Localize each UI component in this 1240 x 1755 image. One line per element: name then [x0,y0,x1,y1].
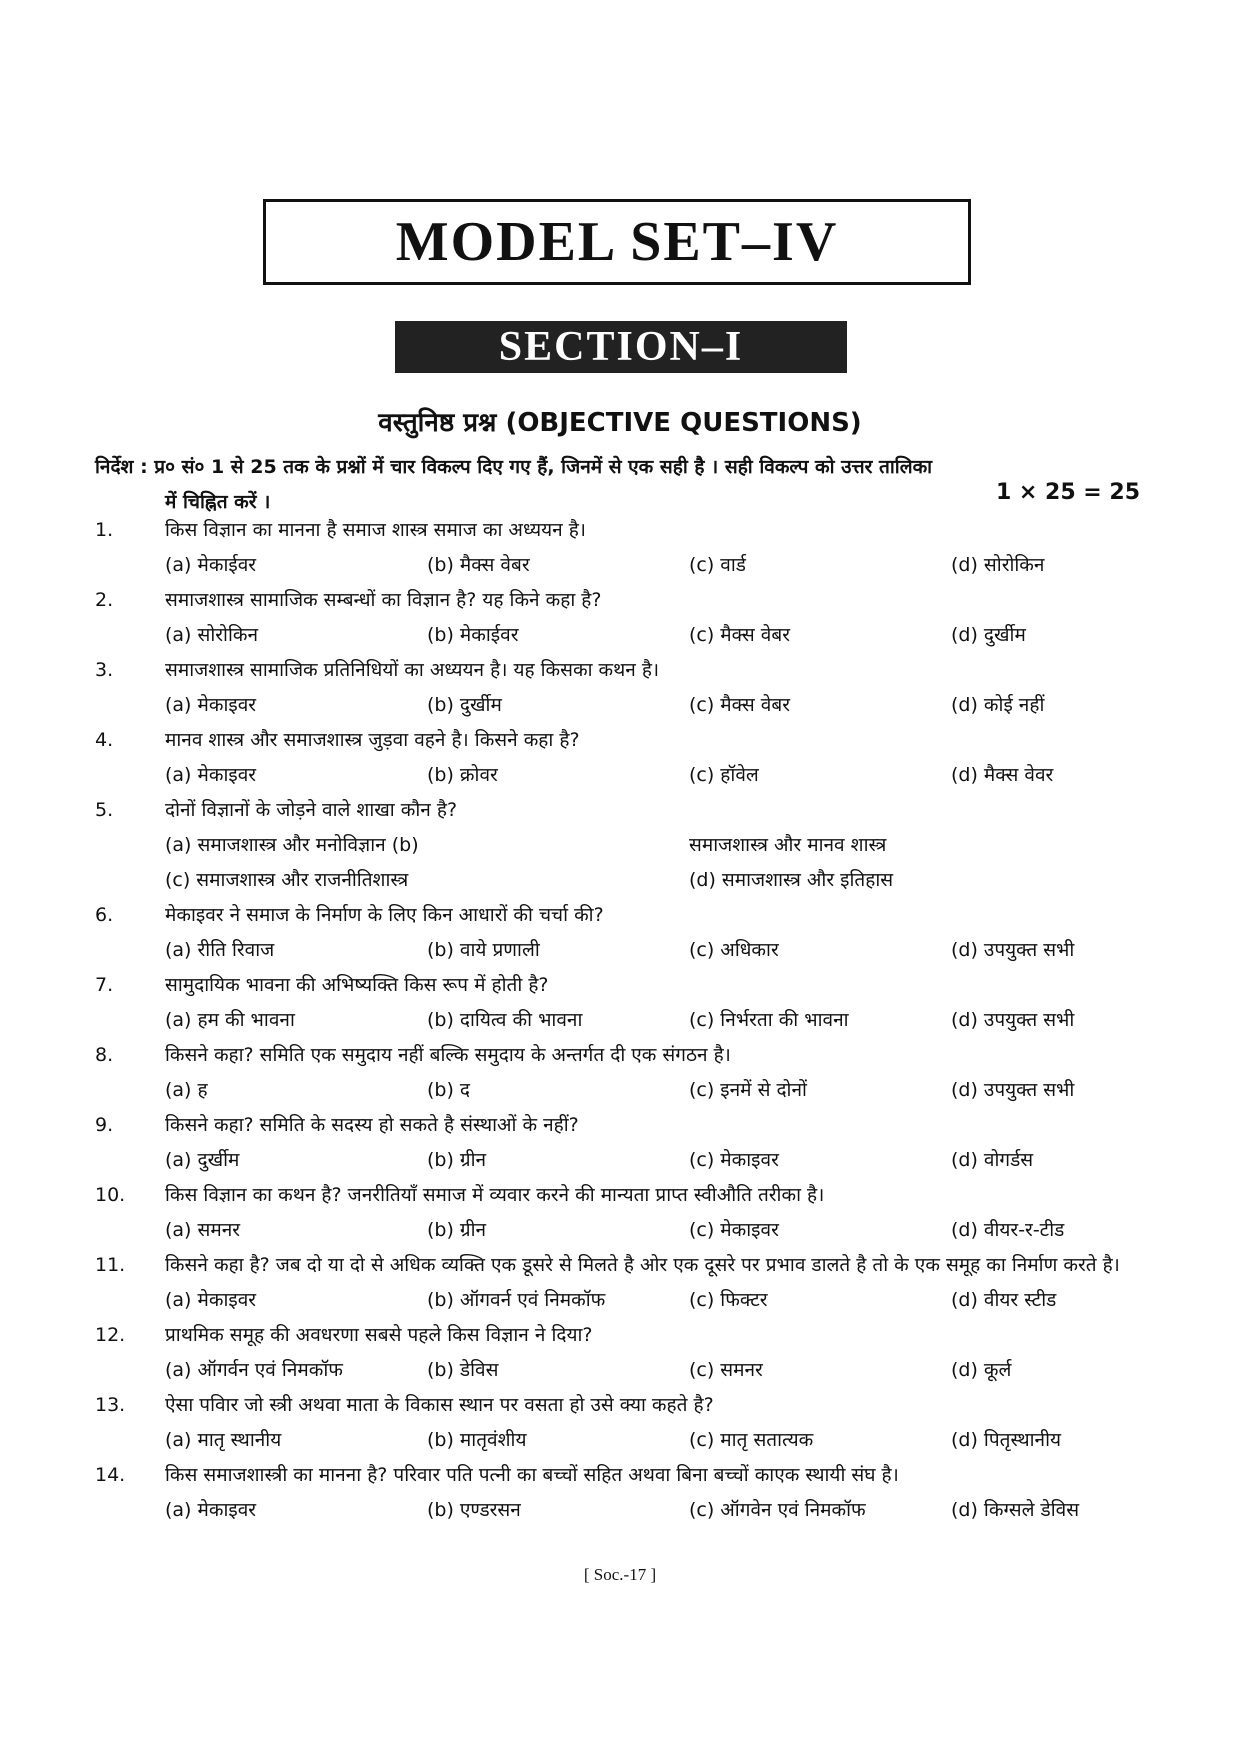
answer-option: (c) मातृ सतात्यक [689,1429,814,1451]
answer-option: (d) किग्सले डेविस [951,1499,1080,1521]
option-row [95,933,1147,968]
answer-option: (d) कूर्ल [951,1359,1012,1381]
answer-option: (d) उपयुक्त सभी [951,1079,1075,1101]
option-row [95,1493,1147,1528]
answer-option: (c) वार्ड [689,554,746,576]
answer-option: (d) समाजशास्त्र और इतिहास [689,869,894,891]
answer-option: (b) ऑगवर्न एवं निमकॉफ [427,1289,606,1311]
option-row [95,863,1147,898]
page-footer: [ Soc.-17 ] [583,1565,657,1584]
question-item [95,793,1147,828]
answer-option: (c) समनर [689,1359,763,1381]
answer-option: (b) मैक्स वेबर [427,554,530,576]
section-banner [395,321,847,373]
question-number: 14. [95,1464,126,1486]
question-item [95,1388,1147,1423]
section-subtitle: वस्तुनिष्ठ प्रश्न (OBJECTIVE QUESTIONS) [378,408,862,438]
answer-option: (a) मेकाइवर [165,1499,257,1521]
marks-scheme: 1 × 25 = 25 [995,480,1140,505]
answer-option: (c) समाजशास्त्र और राजनीतिशास्त्र [165,869,409,891]
question-number: 13. [95,1394,126,1416]
option-row [95,1143,1147,1178]
answer-option: (a) ऑगर्वन एवं निमकॉफ [165,1359,343,1381]
answer-option [427,828,689,863]
question-item [95,1178,1147,1213]
answer-option: (c) मेकाइवर [689,1219,779,1241]
option-row [95,758,1147,793]
answer-option: (d) पितृस्थानीय [951,1429,1062,1451]
question-item [95,513,1147,548]
answer-option: (a) मातृ स्थानीय [165,1429,282,1451]
answer-option: (c) इनमें से दोनों [689,1079,807,1101]
question-item [95,583,1147,618]
answer-option: (d) मैक्स वेवर [951,764,1054,786]
question-text: सामुदायिक भावना की अभिष्यक्ति किस रूप में होती है? [165,974,549,996]
answer-option [427,863,689,898]
option-row [95,618,1147,653]
answer-option: (b) क्रोवर [427,764,498,786]
answer-option: (b) ग्रीन [427,1219,487,1241]
question-text: दोनों विज्ञानों के जोड़ने वाले शाखा कौन है? [165,799,458,821]
answer-option: (b) द [427,1079,471,1101]
question-item [95,723,1147,758]
question-item [95,1038,1147,1073]
question-item [95,653,1147,688]
answer-option: (d) उपयुक्त सभी [951,939,1075,961]
answer-option: (d) वीयर स्टीड [951,1289,1057,1311]
answer-option: (d) उपयुक्त सभी [951,1009,1075,1031]
question-number: 2. [95,589,114,611]
instructions-lead: निर्देश : प्र० सं० 1 से 25 तक के प्रश्नों में चार विकल्प दिए गए हैं, जिनमें से एक सही है । सही विकल्प को उत्तर तालिका [95,456,933,478]
answer-option: (c) मैक्स वेबर [689,694,790,716]
question-text: मेकाइवर ने समाज के निर्माण के लिए किन आधारों की चर्चा की? [165,904,604,926]
answer-option: समाजशास्त्र और मानव शास्त्र [689,834,887,856]
question-text: प्राथमिक समूह की अवधरणा सबसे पहले किस विज्ञान ने दिया? [165,1324,593,1346]
option-row [95,1213,1147,1248]
question-item [95,968,1147,1003]
question-number: 6. [95,904,114,926]
question-list [95,513,1147,1528]
page-title: MODEL SET–IV [395,211,839,273]
question-text: मानव शास्त्र और समाजशास्त्र जुड़वा वहने है। किसने कहा है? [165,729,580,751]
instructions-rest: में चिह्नित करें । [165,491,271,513]
option-row [95,1003,1147,1038]
answer-option: (a) हम की भावना [165,1009,295,1031]
question-text: किसने कहा? समिति के सदस्य हो सकते है संस्थाओं के नहीं? [165,1114,579,1136]
answer-option: (c) फिक्टर [689,1289,768,1311]
answer-option: (a) रीति रिवाज [165,939,275,961]
answer-option [951,863,1213,898]
answer-option: (b) डेविस [427,1359,499,1381]
answer-option: (a) समनर [165,1219,241,1241]
question-text: किसने कहा है? जब दो या दो से अधिक व्यक्ति एक डूसरे से मिलते है ओर एक दूसरे पर प्रभाव डालते है तो के एक समूह का निर्माण करते है। [165,1254,1120,1276]
question-number: 1. [95,519,114,541]
answer-option: (c) अधिकार [689,939,779,961]
answer-option: (d) दुर्खीम [951,624,1026,646]
question-number: 8. [95,1044,114,1066]
answer-option: (c) हॉवेल [689,764,759,786]
question-number: 11. [95,1254,126,1276]
answer-option: (a) समाजशास्त्र और मनोविज्ञान (b) [165,834,419,856]
question-text: समाजशास्त्र सामाजिक सम्बन्धों का विज्ञान है? यह किने कहा है? [165,589,602,611]
answer-option: (a) सोरोकिन [165,624,259,646]
answer-option: (a) दुर्खीम [165,1149,240,1171]
answer-option [951,828,1213,863]
option-row [95,1353,1147,1388]
question-text: किस विज्ञान का कथन है? जनरीतियाँ समाज में व्यवार करने की मान्यता प्राप्त स्वीऔति तरीका है। [165,1184,825,1206]
question-number: 5. [95,799,114,821]
answer-option: (b) ग्रीन [427,1149,487,1171]
option-row [95,828,1147,863]
question-number: 7. [95,974,114,996]
option-row [95,548,1147,583]
option-row [95,1073,1147,1108]
question-item [95,1458,1147,1493]
answer-option: (a) ह [165,1079,208,1101]
answer-option: (b) दुर्खीम [427,694,502,716]
question-text: किस विज्ञान का मानना है समाज शास्त्र समाज का अध्ययन है। [165,519,586,541]
answer-option: (d) कोई नहीं [951,694,1045,716]
question-text: किसने कहा? समिति एक समुदाय नहीं बल्कि समुदाय के अन्तर्गत दी एक संगठन है। [165,1044,731,1066]
option-row [95,1423,1147,1458]
answer-option: (b) दायित्व की भावना [427,1009,583,1031]
answer-option: (c) ऑगवेन एवं निमकॉफ [689,1499,866,1521]
question-item [95,1248,1147,1283]
question-text: ऐसा पविार जो स्त्री अथवा माता के विकास स्थान पर वसता हो उसे क्या कहते है? [165,1394,714,1416]
option-row [95,688,1147,723]
answer-option: (a) मेकाइवर [165,1289,257,1311]
answer-option: (c) मेकाइवर [689,1149,779,1171]
model-set-title-box [263,199,971,285]
answer-option: (d) सोरोकिन [951,554,1045,576]
section-title: SECTION–I [498,324,744,370]
answer-option: (b) मातृवंशीय [427,1429,527,1451]
question-number: 10. [95,1184,126,1206]
answer-option: (b) वाये प्रणाली [427,939,540,961]
option-row [95,1283,1147,1318]
question-text: किस समाजशास्त्री का मानना है? परिवार पति पत्नी का बच्चों सहित अथवा बिना बच्चों काएक स्थायी संघ है। [165,1464,899,1486]
question-item [95,1108,1147,1143]
answer-option: (a) मेकाइवर [165,764,257,786]
question-item [95,898,1147,933]
answer-option: (b) एण्डरसन [427,1499,521,1521]
answer-option: (d) वीयर-र-टीड [951,1219,1065,1241]
question-text: समाजशास्त्र सामाजिक प्रतिनिधियों का अध्ययन है। यह किसका कथन है। [165,659,660,681]
answer-option: (d) वोगर्डस [951,1149,1034,1171]
answer-option: (a) मेकाईवर [165,554,257,576]
answer-option: (a) मेकाइवर [165,694,257,716]
instructions [95,450,1147,520]
question-number: 3. [95,659,114,681]
question-number: 12. [95,1324,126,1346]
question-number: 9. [95,1114,114,1136]
question-item [95,1318,1147,1353]
answer-option: (c) निर्भरता की भावना [689,1009,849,1031]
answer-option: (c) मैक्स वेबर [689,624,790,646]
question-number: 4. [95,729,114,751]
answer-option: (b) मेकाईवर [427,624,519,646]
